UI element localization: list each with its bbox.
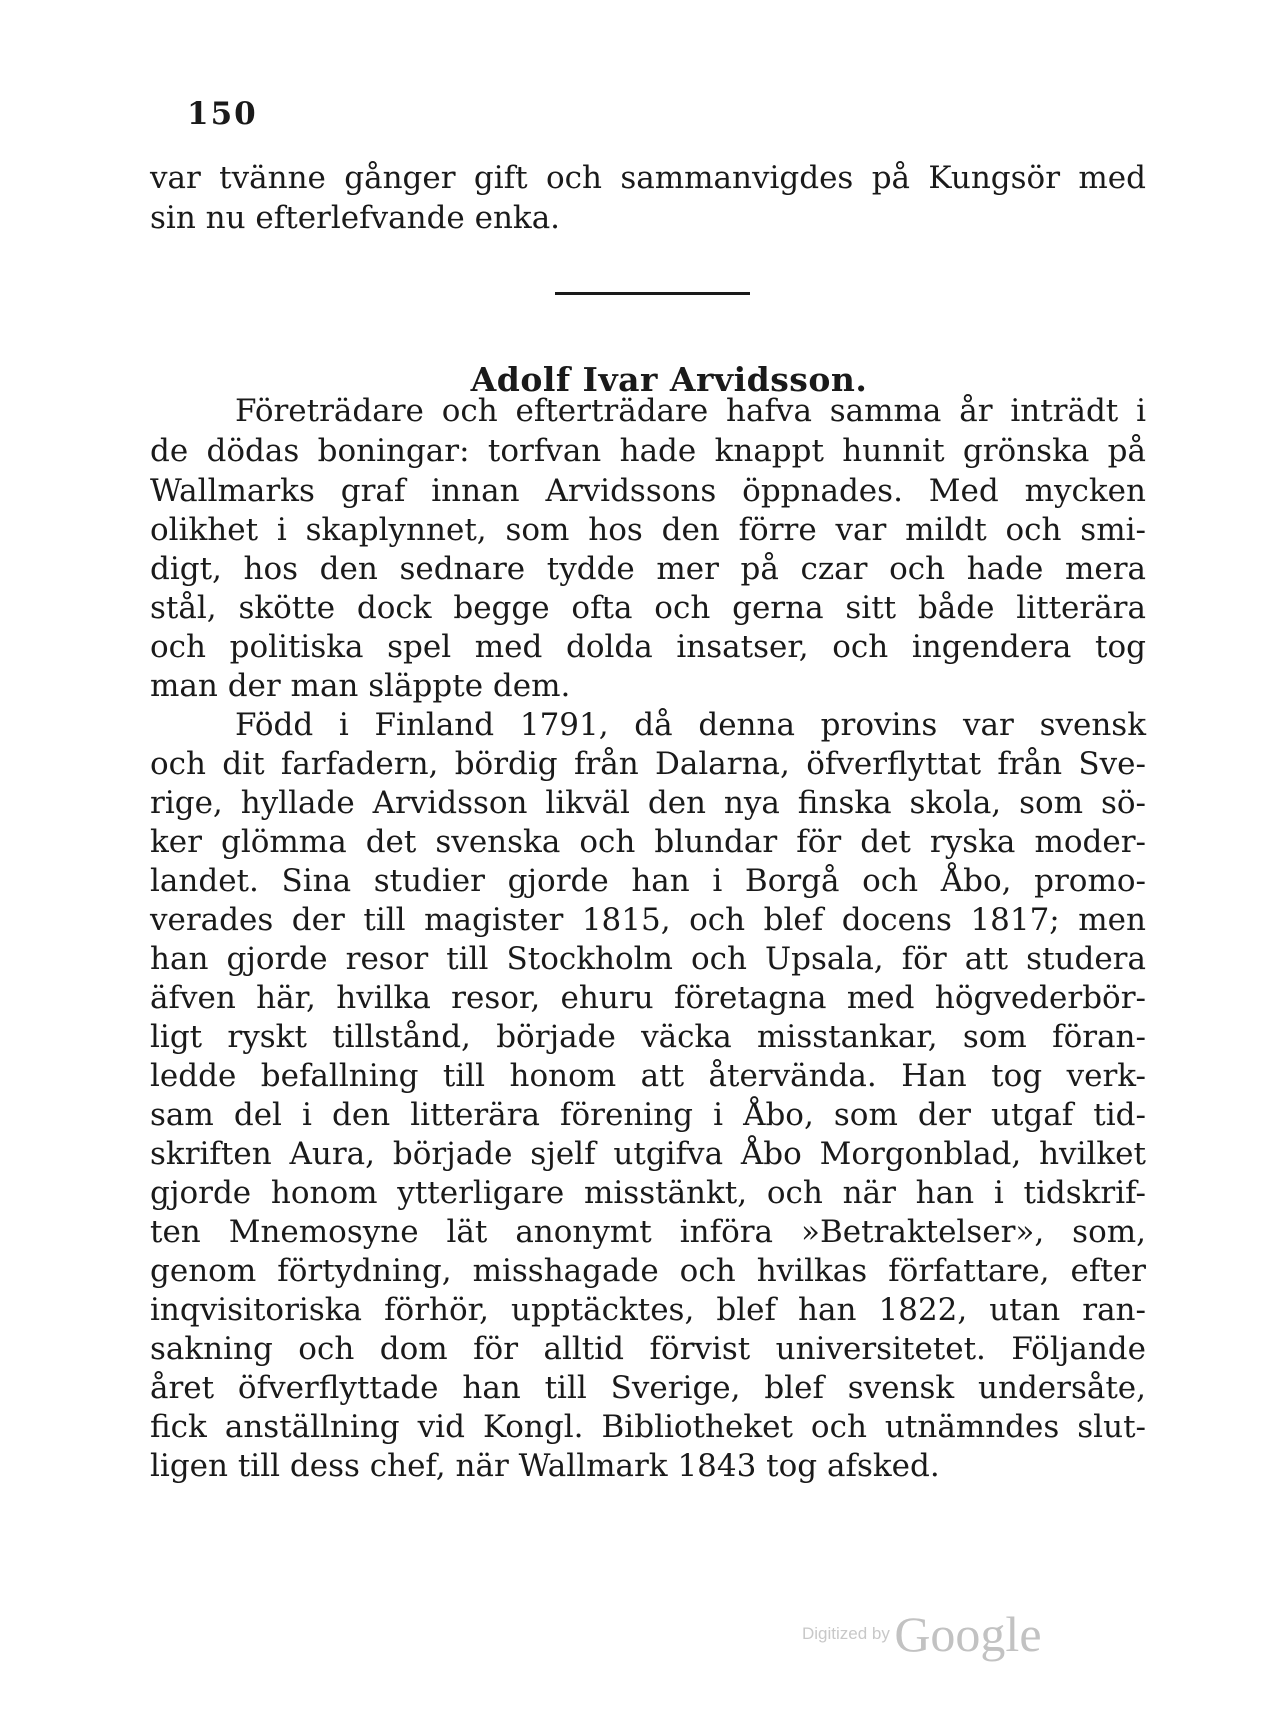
text-line: stål, skötte dock begge ofta och gerna sitt både litterära [150, 590, 1146, 626]
text-line: verades der till magister 1815, och blef docens 1817; men [150, 902, 1146, 938]
text-line: han gjorde resor till Stockholm och Upsala, för att studera [150, 941, 1146, 977]
text-line: var tvänne gånger gift och sammanvigdes på Kungsör med [150, 160, 1146, 196]
text-line: och dit farfadern, bördig från Dalarna, öfverflyttat från Sve- [150, 746, 1146, 782]
text-line: ligt ryskt tillstånd, började väcka misstankar, som föran- [150, 1019, 1146, 1055]
text-line: rige, hyllade Arvidsson likväl den nya finska skola, som sö- [150, 785, 1146, 821]
text-line: sin nu efterlefvande enka. [150, 200, 561, 236]
text-line: ledde befallning till honom att återvända. Han tog verk- [150, 1058, 1146, 1094]
section-divider [555, 292, 750, 295]
text-line: sakning och dom för alltid förvist universitetet. Följande [150, 1331, 1146, 1367]
text-line: och politiska spel med dolda insatser, och ingendera tog [150, 629, 1146, 665]
text-line: Wallmarks graf innan Arvidssons öppnades. Med mycken [150, 473, 1146, 509]
google-logo-icon: Google [894, 1606, 1042, 1662]
text-line: olikhet i skaplynnet, som hos den förre var mildt och smi- [150, 512, 1146, 548]
watermark-prefix: Digitized by [802, 1624, 890, 1643]
text-line: gjorde honom ytterligare misstänkt, och när han i tidskrif- [150, 1175, 1146, 1211]
text-line: fick anställning vid Kongl. Bibliotheket och utnämndes slut- [150, 1409, 1146, 1445]
text-line: ligen till dess chef, när Wallmark 1843 tog afsked. [150, 1448, 940, 1484]
text-line: digt, hos den sednare tydde mer på czar och hade mera [150, 551, 1146, 587]
text-line: Företrädare och efterträdare hafva samma år inträdt i [235, 393, 1146, 429]
text-line: äfven här, hvilka resor, ehuru företagna med högvederbör- [150, 980, 1146, 1016]
text-line: ker glömma det svenska och blundar för det ryska moder- [150, 824, 1146, 860]
text-line: genom förtydning, misshagade och hvilkas författare, efter [150, 1253, 1146, 1289]
text-line: inqvisitoriska förhör, upptäcktes, blef han 1822, utan ran- [150, 1292, 1146, 1328]
text-line: de dödas boningar: torfvan hade knappt hunnit grönska på [150, 433, 1146, 469]
text-line: Född i Finland 1791, då denna provins var svensk [235, 707, 1146, 743]
text-line: sam del i den litterära förening i Åbo, som der utgaf tid- [150, 1097, 1146, 1133]
digitized-by-watermark [802, 1605, 1042, 1663]
text-line: landet. Sina studier gjorde han i Borgå och Åbo, promo- [150, 863, 1146, 899]
text-line: ten Mnemosyne lät anonymt införa »Betraktelser», som, [150, 1214, 1146, 1250]
text-line: skriften Aura, började sjelf utgifva Åbo Morgonblad, hvilket [150, 1136, 1146, 1172]
section-heading: Adolf Ivar Arvidsson. [470, 360, 868, 399]
page-number: 150 [187, 96, 258, 132]
text-line: året öfverflyttade han till Sverige, blef svensk undersåte, [150, 1370, 1146, 1406]
text-line: man der man släppte dem. [150, 668, 571, 704]
